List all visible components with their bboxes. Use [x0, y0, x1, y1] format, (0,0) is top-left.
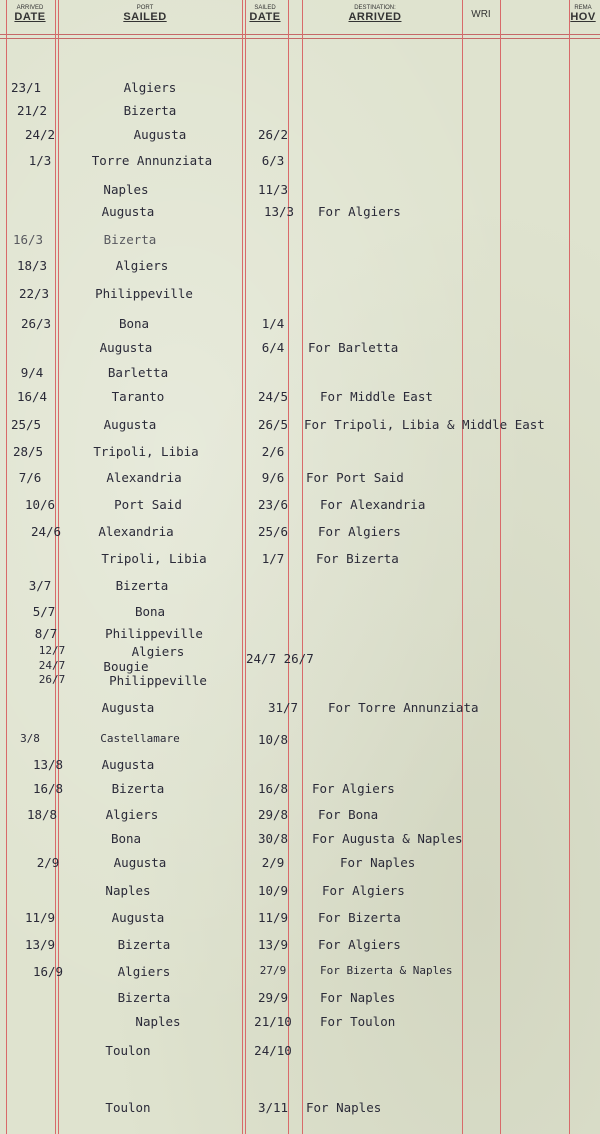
port-name: Augusta	[103, 417, 157, 432]
destination: For Bizerta & Naples	[320, 964, 453, 977]
port-name: Tripoli, Libia	[101, 551, 207, 566]
header-destination-small: DESTINATION:	[354, 5, 396, 11]
sailed-date: 27/9	[259, 964, 287, 977]
arrived-date: 16/9	[32, 964, 64, 979]
arrived-date: 16/4	[16, 389, 48, 404]
ledger-row	[0, 153, 600, 169]
port-name: Algiers	[117, 964, 171, 979]
port-name: Naples	[135, 1014, 181, 1029]
arrived-date: 24/6	[30, 524, 62, 539]
ledger-row	[0, 551, 600, 567]
port-name: Naples	[105, 883, 151, 898]
port-name: Philippeville	[105, 626, 203, 641]
destination: For Algiers	[318, 524, 401, 539]
sailed-date: 25/6	[257, 524, 289, 539]
header-remarks-big: HOV	[570, 11, 596, 23]
header-port-big: SAILED	[123, 11, 167, 23]
ledger-row	[0, 831, 600, 847]
ledger-row	[0, 937, 600, 953]
port-name: Bizerta	[115, 578, 169, 593]
arrived-date: 13/9	[24, 937, 56, 952]
arrived-date: 3/7	[28, 578, 52, 593]
sailed-date: 10/9	[257, 883, 289, 898]
port-name: Bizerta	[111, 781, 165, 796]
ledger-row	[0, 604, 600, 620]
header-sailed	[244, 4, 286, 22]
sailed-date: 10/8	[257, 732, 289, 747]
sailed-date: 6/3	[261, 153, 285, 168]
sailed-date: 11/3	[257, 182, 289, 197]
sailed-date: 3/11	[257, 1100, 289, 1115]
ledger-row	[0, 316, 600, 332]
ledger-row	[0, 444, 600, 460]
sailed-date: 9/6	[261, 470, 285, 485]
ledger-row	[0, 1043, 600, 1059]
ledger-row	[0, 855, 600, 871]
destination: For Bizerta	[318, 910, 401, 925]
destination: For Algiers	[318, 937, 401, 952]
port-name: Bona	[110, 831, 142, 846]
port-name: Barletta	[107, 365, 169, 380]
header-arrived	[4, 4, 56, 22]
ledger-row	[0, 700, 600, 716]
port-name: Bougie	[103, 659, 149, 674]
header-sailed-small: SAILED	[254, 5, 276, 11]
destination: For Naples	[306, 1100, 382, 1115]
port-name: Torre Annunziata	[91, 153, 213, 168]
header-arrived-small: ARRIVED	[16, 5, 44, 11]
ledger-row	[0, 103, 600, 119]
sailed-date: 6/4	[261, 340, 285, 355]
sailed-date: 13/9	[257, 937, 289, 952]
arrived-date: 22/3	[18, 286, 50, 301]
arrived-date: 26/3	[20, 316, 52, 331]
port-name: Augusta	[113, 855, 167, 870]
sailed-date: 2/9	[261, 855, 285, 870]
sailed-date: 2/6	[261, 444, 285, 459]
ledger-row	[0, 781, 600, 797]
header-rule-2	[0, 38, 600, 39]
port-name: Augusta	[99, 340, 153, 355]
destination: For Naples	[320, 990, 396, 1005]
sailed-date: 26/2	[257, 127, 289, 142]
port-name: Augusta	[101, 700, 155, 715]
arrived-date: 24/2	[24, 127, 56, 142]
arrived-date: 11/9	[24, 910, 56, 925]
sailed-date: 29/8	[257, 807, 289, 822]
ledger-row	[0, 232, 600, 248]
arrived-date: 2/9	[36, 855, 60, 870]
port-name: Port Said	[114, 497, 182, 512]
sailed-date: 29/9	[257, 990, 289, 1005]
destination: For Bizerta	[316, 551, 399, 566]
header-wri: WRI	[471, 9, 491, 20]
arrived-date: 9/4	[20, 365, 44, 380]
arrived-date: 12/7	[38, 644, 66, 657]
ledger-row	[0, 340, 600, 356]
ledger-row	[0, 204, 600, 220]
destination: For Augusta & Naples	[312, 831, 463, 846]
header-destination-big: ARRIVED	[348, 11, 402, 23]
arrived-date: 1/3	[28, 153, 52, 168]
port-name: Naples	[103, 182, 149, 197]
ledger-row	[0, 80, 600, 96]
arrived-date: 3/8	[20, 732, 40, 745]
ledger-row	[0, 1100, 600, 1116]
destination: For Alexandria	[320, 497, 426, 512]
port-name: Toulon	[105, 1043, 151, 1058]
arrived-date: 26/7	[38, 673, 66, 686]
port-name: Augusta	[111, 910, 165, 925]
header-remarks-small: REMA	[574, 5, 592, 11]
header-port	[90, 4, 200, 22]
ledger-row	[0, 757, 600, 773]
ledger-row	[0, 910, 600, 926]
destination: For Port Said	[306, 470, 404, 485]
arrived-date: 18/8	[26, 807, 58, 822]
destination: For Toulon	[320, 1014, 396, 1029]
ledger-row	[0, 626, 600, 642]
port-name: Augusta	[133, 127, 187, 142]
port-name: Bizerta	[123, 103, 177, 118]
port-name: Bona	[118, 316, 150, 331]
arrived-date: 25/5	[10, 417, 42, 432]
port-name: Alexandria	[106, 470, 182, 485]
port-name: Algiers	[105, 807, 159, 822]
arrived-date: 18/3	[16, 258, 48, 273]
ledger-row	[0, 883, 600, 899]
port-name: Algiers	[131, 644, 185, 659]
ledger-row	[0, 524, 600, 540]
header-port-small: PORT	[136, 5, 154, 11]
port-name: Augusta	[101, 757, 155, 772]
sailed-date: 31/7	[267, 700, 299, 715]
port-name: Philippeville	[109, 673, 207, 688]
sailed-date: 30/8	[257, 831, 289, 846]
port-name: Toulon	[105, 1100, 151, 1115]
sailed-date: 23/6	[257, 497, 289, 512]
arrived-date: 16/8	[32, 781, 64, 796]
destination: For Middle East	[320, 389, 433, 404]
arrived-date: 13/8	[32, 757, 64, 772]
ledger-row	[0, 1014, 600, 1030]
sailed-date: 24/7 26/7	[246, 651, 314, 666]
sailed-date: 16/8	[257, 781, 289, 796]
arrived-date: 21/2	[16, 103, 48, 118]
arrived-date: 10/6	[24, 497, 56, 512]
ledger-row	[0, 127, 600, 143]
sailed-date: 24/10	[254, 1043, 292, 1058]
arrived-date: 5/7	[32, 604, 56, 619]
header-arrived-big: DATE	[14, 11, 46, 23]
ledger-row	[0, 497, 600, 513]
port-name: Bizerta	[117, 990, 171, 1005]
destination: For Bona	[318, 807, 379, 822]
sailed-date: 26/5	[257, 417, 289, 432]
destination: For Algiers	[312, 781, 395, 796]
port-name: Tripoli, Libia	[93, 444, 199, 459]
ledger-row	[0, 673, 600, 687]
header-remarks	[566, 4, 600, 22]
destination: For Algiers	[318, 204, 401, 219]
ledger-row	[0, 182, 600, 198]
sailed-date: 24/5	[257, 389, 289, 404]
header-rule	[0, 34, 600, 35]
port-name: Augusta	[101, 204, 155, 219]
port-name: Bizerta	[103, 232, 157, 247]
ledger-row	[0, 964, 600, 980]
ledger-row	[0, 578, 600, 594]
sailed-date: 1/7	[261, 551, 285, 566]
ledger-row	[0, 365, 600, 381]
ledger-row	[0, 732, 600, 748]
port-name: Bizerta	[117, 937, 171, 952]
destination: For Algiers	[322, 883, 405, 898]
destination: For Tripoli, Libia & Middle East	[304, 417, 545, 432]
arrived-date: 7/6	[18, 470, 42, 485]
port-name: Bona	[134, 604, 166, 619]
port-name: Taranto	[111, 389, 165, 404]
header-sailed-big: DATE	[249, 11, 281, 23]
header-destination	[300, 4, 450, 22]
ledger-row	[0, 417, 600, 433]
ledger-row	[0, 389, 600, 405]
port-name: Algiers	[115, 258, 169, 273]
destination: For Torre Annunziata	[328, 700, 479, 715]
ledger-row	[0, 990, 600, 1006]
sailed-date: 21/10	[254, 1014, 292, 1029]
sailed-date: 13/3	[263, 204, 295, 219]
arrived-date: 16/3	[12, 232, 44, 247]
sailed-date: 11/9	[257, 910, 289, 925]
ledger-row	[0, 286, 600, 302]
arrived-date: 8/7	[34, 626, 58, 641]
arrived-date: 24/7	[38, 659, 66, 672]
destination: For Barletta	[308, 340, 399, 355]
port-name: Philippeville	[95, 286, 193, 301]
ledger-row	[0, 807, 600, 823]
port-name: Castellamare	[100, 732, 180, 745]
destination: For Naples	[340, 855, 416, 870]
arrived-date: 23/1	[10, 80, 42, 95]
port-name: Alexandria	[98, 524, 174, 539]
arrived-date: 28/5	[12, 444, 44, 459]
sailed-date: 1/4	[261, 316, 285, 331]
port-name: Algiers	[123, 80, 177, 95]
ledger-row	[0, 258, 600, 274]
ledger-row	[0, 470, 600, 486]
